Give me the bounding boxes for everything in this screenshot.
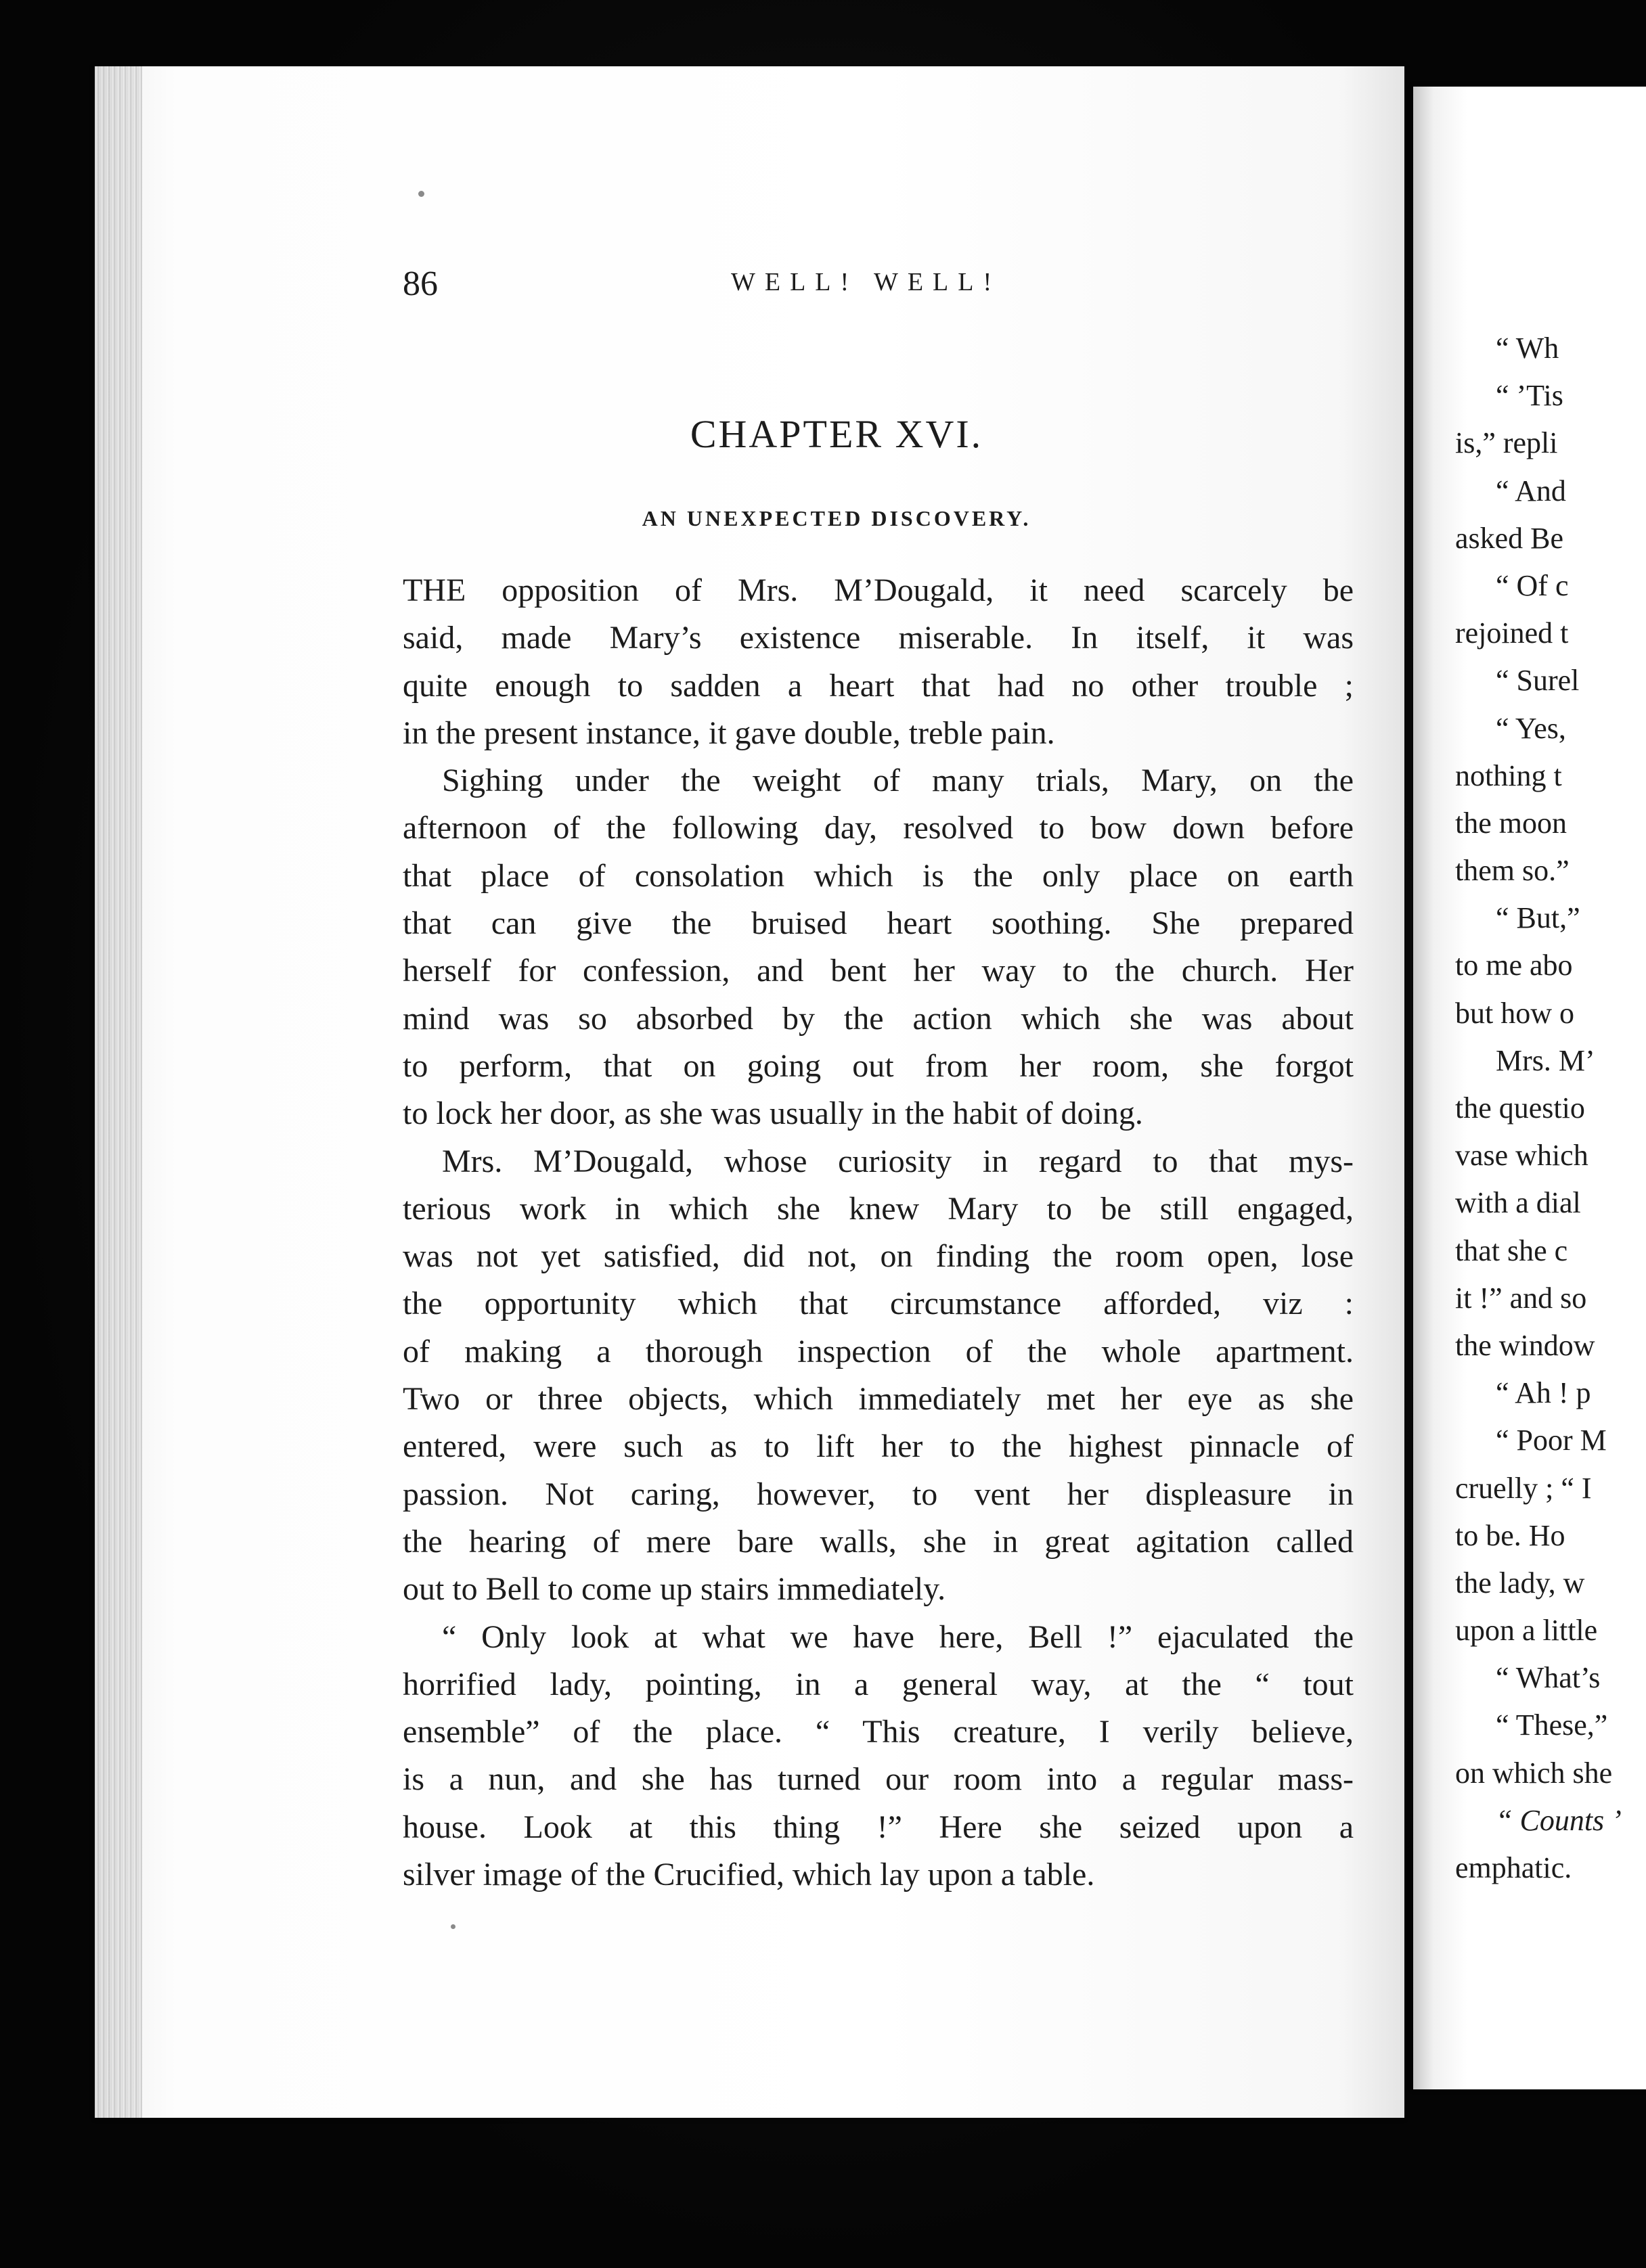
paper-speck: [451, 1924, 455, 1929]
text-line: entered, were such as to lift her to the highest pinnacle of: [403, 1428, 1354, 1465]
right-text-line: them so.”: [1455, 854, 1570, 888]
text-line: horrified lady, pointing, in a general way, at the “ tout: [403, 1666, 1354, 1702]
text-line: in the present instance, it gave double, treble pain.: [403, 715, 1055, 751]
text-line: house. Look at this thing !” Here she seized upon a: [403, 1809, 1354, 1845]
text-line: out to Bell to come up stairs immediately.: [403, 1571, 946, 1608]
right-text-line: but how o: [1455, 996, 1574, 1030]
right-text-line: “ What’s: [1496, 1661, 1601, 1695]
right-text-line: “ Yes,: [1496, 711, 1566, 745]
right-text-line: rejoined t: [1455, 616, 1569, 650]
right-text-line: upon a little: [1455, 1614, 1598, 1648]
right-text-line: the moon: [1455, 806, 1567, 840]
right-text-line: vase which: [1455, 1139, 1588, 1173]
text-line: Sighing under the weight of many trials, Mary, on the: [442, 763, 1354, 799]
text-line: of making a thorough inspection of the whole apartment.: [403, 1333, 1354, 1369]
text-line: that place of consolation which is the only place on earth: [403, 857, 1354, 894]
right-text-line: “ Wh: [1496, 332, 1559, 365]
chapter-subtitle: AN UNEXPECTED DISCOVERY.: [642, 506, 1031, 530]
paper-speck: [418, 191, 424, 197]
text-line: the hearing of mere bare walls, she in great agitation called: [403, 1523, 1354, 1560]
text-line: Two or three objects, which immediately met her eye as she: [403, 1381, 1354, 1418]
right-text-line: “ Poor M: [1496, 1424, 1607, 1457]
right-text-line: “ Ah ! p: [1496, 1376, 1591, 1410]
text-line: THE opposition of Mrs. M’Dougald, it need scarcely be: [403, 572, 1354, 608]
text-line: quite enough to sadden a heart that had no other trouble ;: [403, 667, 1354, 704]
text-line: mind was so absorbed by the action which she was about: [403, 1000, 1354, 1037]
right-text-line: “ Surel: [1496, 664, 1580, 698]
right-text-line: to me abo: [1455, 949, 1573, 982]
right-text-line: “ ’Tis: [1496, 379, 1563, 413]
right-text-line: on which she: [1455, 1756, 1613, 1790]
right-text-line: the lady, w: [1455, 1566, 1585, 1600]
right-text-line: is,” repli: [1455, 426, 1558, 460]
text-line: was not yet satisfied, did not, on finding the room open, lose: [403, 1238, 1354, 1275]
text-line: herself for confession, and bent her way to the church. Her: [403, 953, 1354, 989]
text-line: silver image of the Crucified, which lay upon a table.: [403, 1857, 1095, 1893]
chapter-title: CHAPTER XVI.: [690, 412, 983, 456]
right-text-line: “ Counts ’: [1496, 1803, 1622, 1837]
right-text-line: emphatic.: [1455, 1851, 1572, 1884]
right-text-line: with a dial: [1455, 1186, 1581, 1220]
right-text-line: “ And: [1496, 474, 1566, 507]
right-text-line: “ Of c: [1496, 568, 1569, 602]
text-line: is a nun, and she has turned our room into a regular mass-: [403, 1761, 1354, 1798]
text-line: ensemble” of the place. “ This creature, I verily believe,: [403, 1714, 1354, 1750]
text-line: afternoon of the following day, resolved to bow down before: [403, 810, 1354, 846]
right-text-line: “ These,”: [1496, 1708, 1608, 1742]
right-text-line: the questio: [1455, 1091, 1585, 1125]
right-text-line: nothing t: [1455, 758, 1562, 792]
text-line: terious work in which she knew Mary to be still engaged,: [403, 1190, 1354, 1227]
text-line: the opportunity which that circumstance afforded, viz :: [403, 1286, 1354, 1322]
right-text-line: cruelly ; “ I: [1455, 1471, 1592, 1505]
right-text-line: to be. Ho: [1455, 1518, 1565, 1552]
right-page-text: [1455, 325, 1646, 1892]
text-line: Mrs. M’Dougald, whose curiosity in regard to that mys-: [442, 1143, 1354, 1179]
right-text-line: Mrs. M’: [1496, 1043, 1595, 1077]
right-text-line: that she c: [1455, 1233, 1568, 1267]
text-line: to perform, that on going out from her room, she forgot: [403, 1047, 1354, 1084]
text-line: “ Only look at what we have here, Bell !” ejaculated the: [442, 1618, 1354, 1655]
text-line: to lock her door, as she was usually in the habit of doing.: [403, 1095, 1143, 1132]
body-text: [403, 567, 1354, 1899]
right-text-line: asked Be: [1455, 521, 1564, 555]
running-head: WELL! WELL!: [731, 268, 1002, 296]
text-line: that can give the bruised heart soothing. She prepared: [403, 905, 1354, 942]
right-text-line: “ But,”: [1496, 901, 1580, 935]
right-text-line: the window: [1455, 1328, 1595, 1362]
right-text-line: it !” and so: [1455, 1281, 1587, 1315]
text-line: passion. Not caring, however, to vent her displeasure in: [403, 1476, 1354, 1512]
text-line: said, made Mary’s existence miserable. In itself, it was: [403, 620, 1354, 656]
page-number: 86: [403, 265, 438, 303]
